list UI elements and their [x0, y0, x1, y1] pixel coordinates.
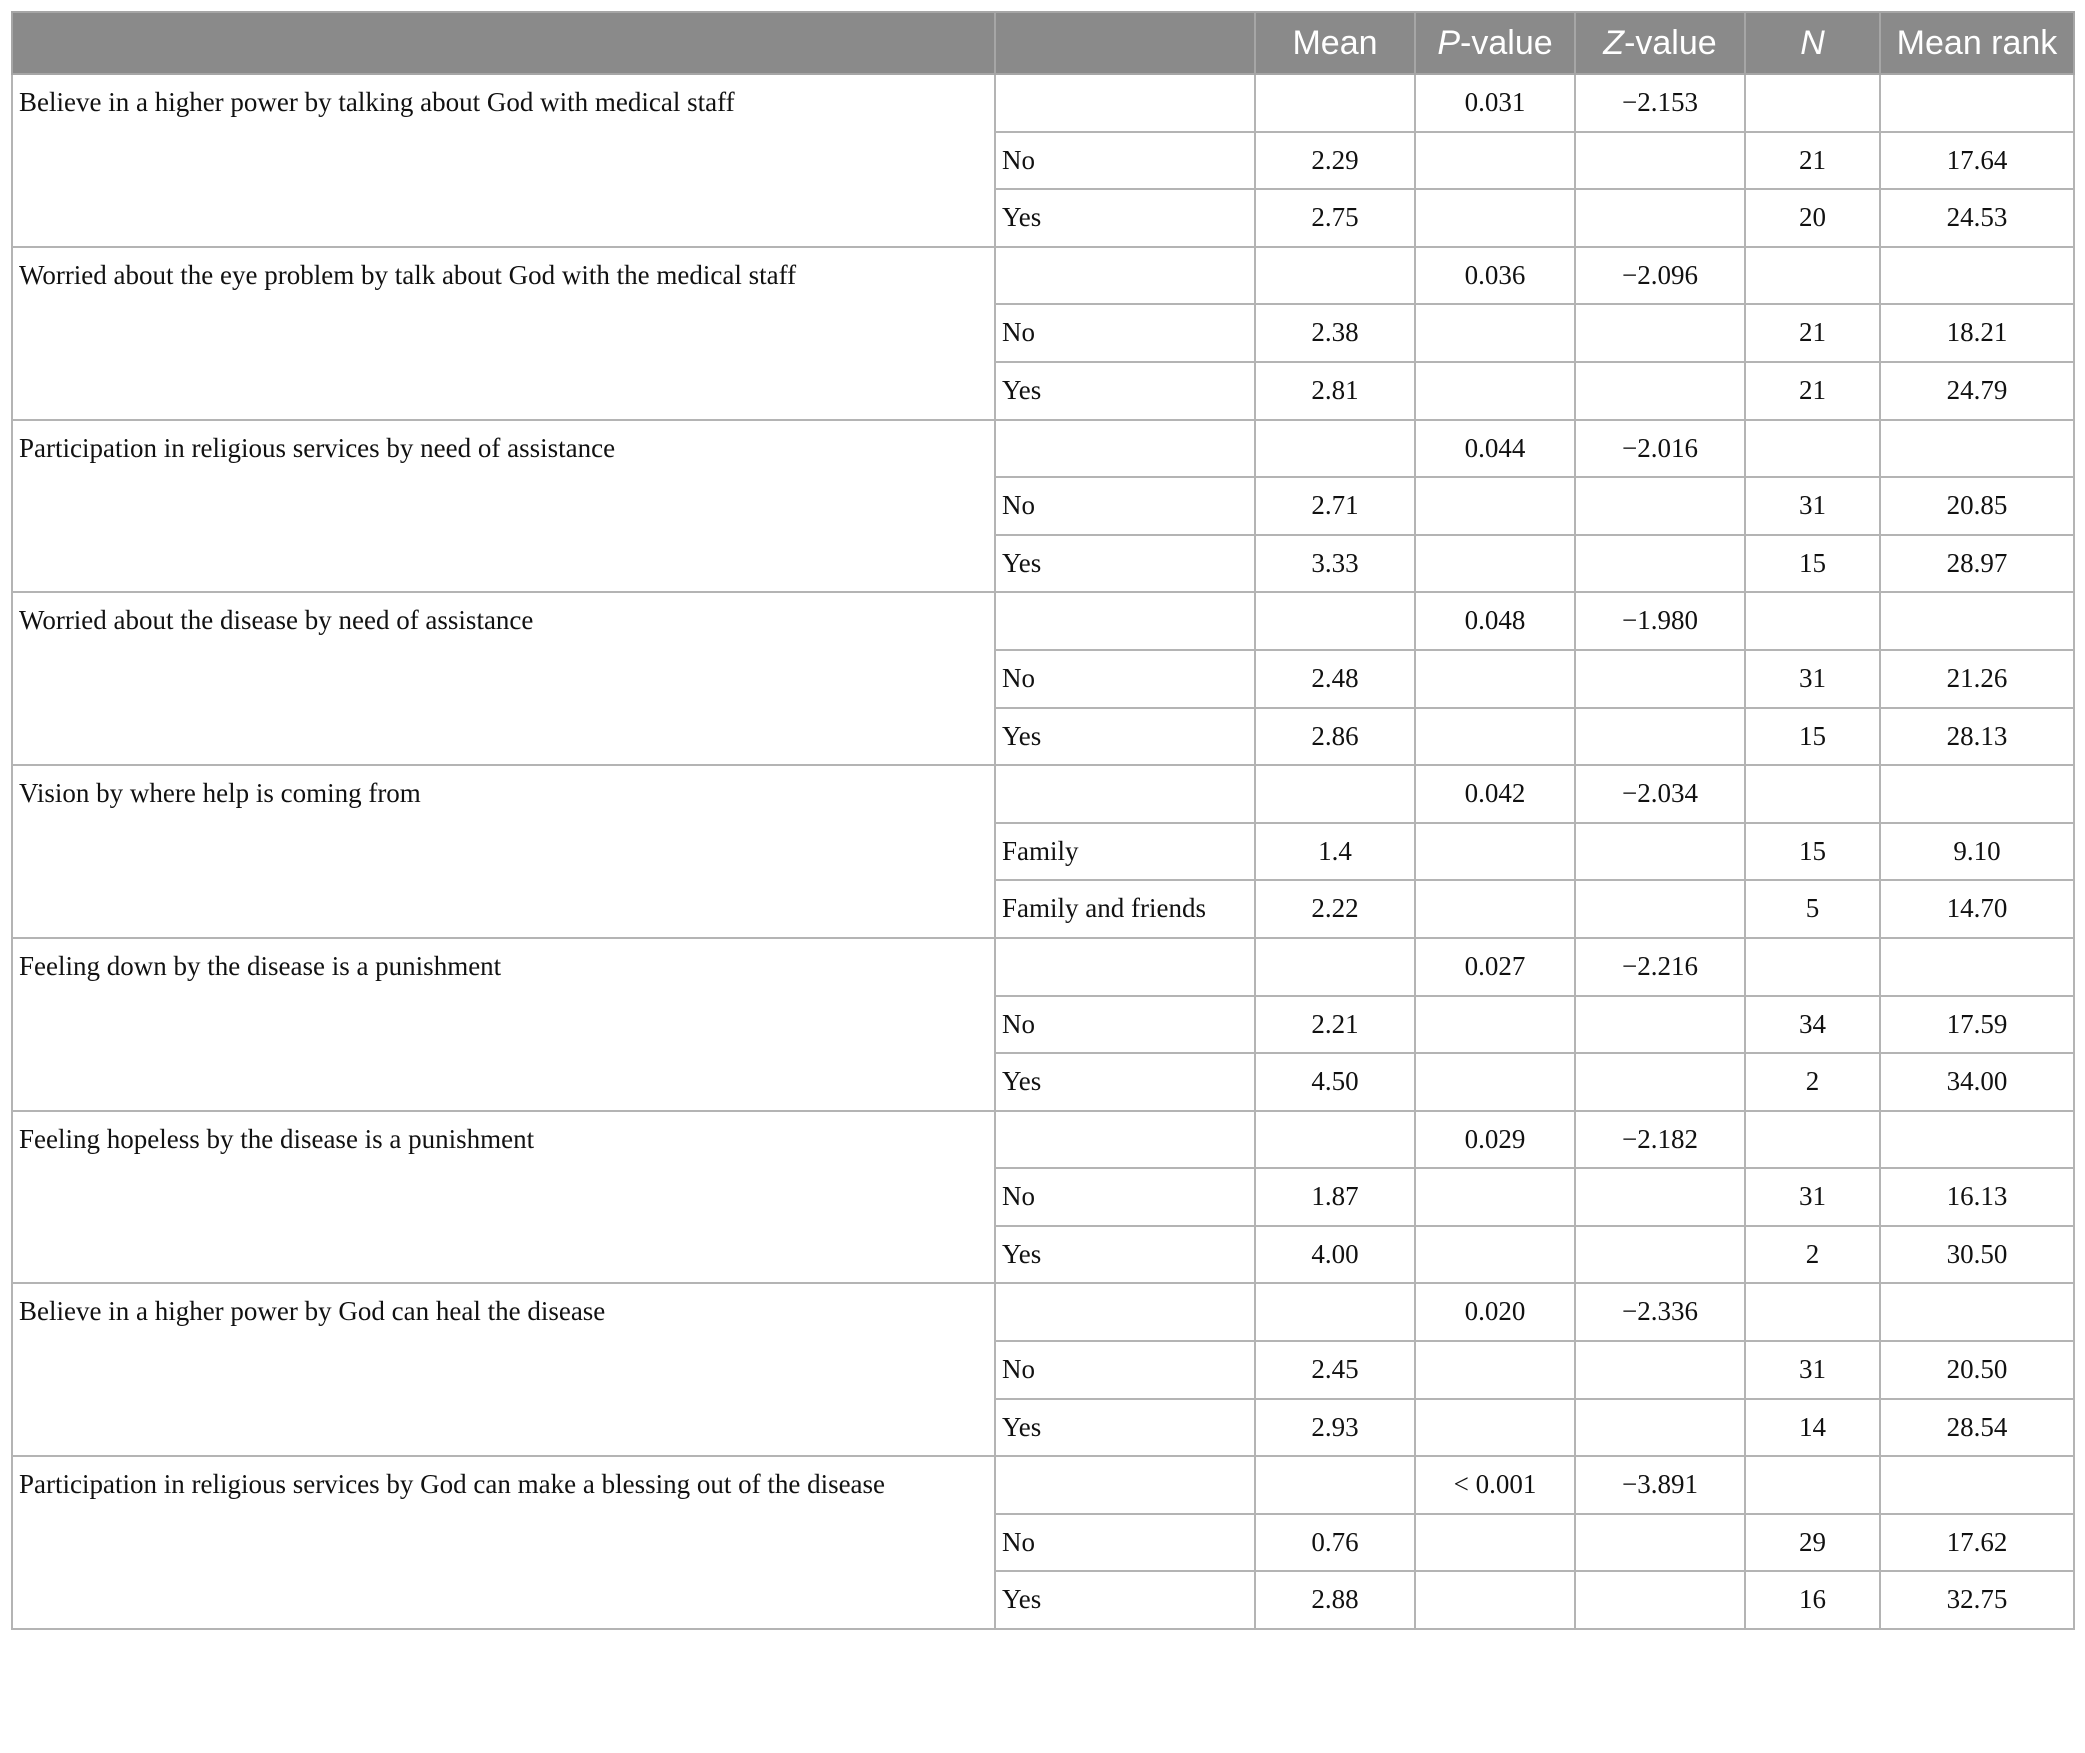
group-label: Yes	[995, 1399, 1255, 1457]
table-row	[12, 1341, 2074, 1399]
z-value-cell-empty	[1575, 132, 1745, 190]
z-value-cell-empty	[1575, 362, 1745, 420]
n-value: 29	[1745, 1514, 1880, 1572]
section-title: Participation in religious services by God can make a blessing out of the disease	[12, 1456, 995, 1514]
group-cell-empty	[995, 765, 1255, 823]
z-value-cell: −3.891	[1575, 1456, 1745, 1514]
group-cell-empty	[995, 938, 1255, 996]
table-row	[12, 132, 2074, 190]
group-label: Yes	[995, 189, 1255, 247]
header-row	[12, 12, 2074, 74]
p-value-cell-empty	[1415, 1341, 1575, 1399]
section-title: Participation in religious services by need of assistance	[12, 420, 995, 478]
mean-value: 2.21	[1255, 996, 1415, 1054]
p-value-cell-empty	[1415, 535, 1575, 593]
variable-cell-empty	[12, 535, 995, 593]
n-value: 5	[1745, 880, 1880, 938]
group-label: No	[995, 1514, 1255, 1572]
mean-rank-cell-empty	[1880, 938, 2074, 996]
table-row	[12, 823, 2074, 881]
mean-rank-value: 20.50	[1880, 1341, 2074, 1399]
mean-value: 2.86	[1255, 708, 1415, 766]
p-value-cell-empty	[1415, 1226, 1575, 1284]
table-row	[12, 650, 2074, 708]
header-n-label: N	[1800, 23, 1825, 62]
p-value-cell-empty	[1415, 477, 1575, 535]
n-value: 15	[1745, 535, 1880, 593]
z-value-cell-empty	[1575, 1226, 1745, 1284]
n-value: 31	[1745, 1341, 1880, 1399]
z-value-cell: −2.216	[1575, 938, 1745, 996]
mean-value: 2.75	[1255, 189, 1415, 247]
mean-rank-cell-empty	[1880, 592, 2074, 650]
z-value-cell-empty	[1575, 650, 1745, 708]
n-cell-empty	[1745, 420, 1880, 478]
n-cell-empty	[1745, 1456, 1880, 1514]
n-value: 34	[1745, 996, 1880, 1054]
variable-cell-empty	[12, 477, 995, 535]
variable-cell-empty	[12, 996, 995, 1054]
mean-cell-empty	[1255, 247, 1415, 305]
n-value: 14	[1745, 1399, 1880, 1457]
variable-cell-empty	[12, 823, 995, 881]
p-value-cell-empty	[1415, 823, 1575, 881]
group-cell-empty	[995, 74, 1255, 132]
n-value: 31	[1745, 650, 1880, 708]
header-mean: Mean	[1255, 12, 1415, 74]
z-value-cell-empty	[1575, 823, 1745, 881]
z-value-cell: −1.980	[1575, 592, 1745, 650]
section-title: Vision by where help is coming from	[12, 765, 995, 823]
mean-rank-value: 16.13	[1880, 1168, 2074, 1226]
z-value-cell-empty	[1575, 189, 1745, 247]
header-z-italic: Z	[1603, 23, 1625, 62]
variable-cell-empty	[12, 1341, 995, 1399]
p-value-cell-empty	[1415, 1399, 1575, 1457]
variable-cell-empty	[12, 189, 995, 247]
mean-cell-empty	[1255, 765, 1415, 823]
z-value-cell-empty	[1575, 477, 1745, 535]
section-title: Believe in a higher power by talking about God with medical staff	[12, 74, 995, 132]
group-label: No	[995, 132, 1255, 190]
mean-rank-value: 17.64	[1880, 132, 2074, 190]
p-value-cell-empty	[1415, 304, 1575, 362]
p-value-cell: 0.029	[1415, 1111, 1575, 1169]
table-row	[12, 189, 2074, 247]
n-value: 2	[1745, 1226, 1880, 1284]
mean-value: 0.76	[1255, 1514, 1415, 1572]
mean-rank-value: 17.62	[1880, 1514, 2074, 1572]
p-value-cell-empty	[1415, 1168, 1575, 1226]
n-value: 21	[1745, 304, 1880, 362]
table-row	[12, 996, 2074, 1054]
n-cell-empty	[1745, 74, 1880, 132]
mean-cell-empty	[1255, 1456, 1415, 1514]
mean-rank-value: 9.10	[1880, 823, 2074, 881]
mean-rank-value: 21.26	[1880, 650, 2074, 708]
z-value-cell-empty	[1575, 1514, 1745, 1572]
group-label: No	[995, 1168, 1255, 1226]
mean-rank-cell-empty	[1880, 420, 2074, 478]
results-table	[11, 11, 2075, 1630]
p-value-cell: 0.027	[1415, 938, 1575, 996]
mean-cell-empty	[1255, 74, 1415, 132]
header-mean-rank: Mean rank	[1880, 12, 2074, 74]
variable-cell-empty	[12, 1226, 995, 1284]
z-value-cell: −2.096	[1575, 247, 1745, 305]
n-value: 21	[1745, 132, 1880, 190]
variable-cell-empty	[12, 1053, 995, 1111]
section-header-row	[12, 420, 2074, 478]
mean-rank-value: 28.13	[1880, 708, 2074, 766]
variable-cell-empty	[12, 708, 995, 766]
mean-value: 2.88	[1255, 1571, 1415, 1629]
header-z-rest: -value	[1624, 23, 1717, 62]
z-value-cell-empty	[1575, 1571, 1745, 1629]
mean-rank-value: 34.00	[1880, 1053, 2074, 1111]
p-value-cell: 0.048	[1415, 592, 1575, 650]
mean-rank-cell-empty	[1880, 1283, 2074, 1341]
p-value-cell: 0.020	[1415, 1283, 1575, 1341]
mean-value: 2.71	[1255, 477, 1415, 535]
mean-value: 2.38	[1255, 304, 1415, 362]
n-cell-empty	[1745, 938, 1880, 996]
mean-rank-cell-empty	[1880, 247, 2074, 305]
variable-cell-empty	[12, 1168, 995, 1226]
p-value-cell-empty	[1415, 189, 1575, 247]
table-row	[12, 708, 2074, 766]
variable-cell-empty	[12, 1399, 995, 1457]
mean-value: 2.48	[1255, 650, 1415, 708]
group-label: No	[995, 477, 1255, 535]
mean-value: 2.45	[1255, 1341, 1415, 1399]
variable-cell-empty	[12, 132, 995, 190]
group-cell-empty	[995, 1456, 1255, 1514]
n-cell-empty	[1745, 765, 1880, 823]
mean-value: 2.22	[1255, 880, 1415, 938]
mean-value: 2.29	[1255, 132, 1415, 190]
mean-cell-empty	[1255, 1283, 1415, 1341]
variable-cell-empty	[12, 650, 995, 708]
mean-rank-value: 28.97	[1880, 535, 2074, 593]
group-label: Family and friends	[995, 880, 1255, 938]
section-title: Believe in a higher power by God can heal the disease	[12, 1283, 995, 1341]
n-value: 2	[1745, 1053, 1880, 1111]
variable-cell-empty	[12, 304, 995, 362]
mean-value: 1.4	[1255, 823, 1415, 881]
table-row	[12, 362, 2074, 420]
z-value-cell: −2.336	[1575, 1283, 1745, 1341]
group-label: Yes	[995, 708, 1255, 766]
header-p-rest: -value	[1460, 23, 1553, 62]
z-value-cell-empty	[1575, 1168, 1745, 1226]
group-label: No	[995, 650, 1255, 708]
p-value-cell: 0.031	[1415, 74, 1575, 132]
p-value-cell-empty	[1415, 996, 1575, 1054]
p-value-cell-empty	[1415, 650, 1575, 708]
table-row	[12, 477, 2074, 535]
p-value-cell-empty	[1415, 1571, 1575, 1629]
group-cell-empty	[995, 420, 1255, 478]
section-header-row	[12, 765, 2074, 823]
mean-rank-cell-empty	[1880, 74, 2074, 132]
z-value-cell-empty	[1575, 304, 1745, 362]
mean-value: 3.33	[1255, 535, 1415, 593]
section-header-row	[12, 592, 2074, 650]
z-value-cell: −2.016	[1575, 420, 1745, 478]
mean-rank-value: 30.50	[1880, 1226, 2074, 1284]
variable-cell-empty	[12, 880, 995, 938]
n-value: 16	[1745, 1571, 1880, 1629]
table-body	[12, 74, 2074, 1629]
group-label: No	[995, 304, 1255, 362]
section-header-row	[12, 1456, 2074, 1514]
z-value-cell-empty	[1575, 1053, 1745, 1111]
table-row	[12, 304, 2074, 362]
mean-value: 2.81	[1255, 362, 1415, 420]
header-p-value	[1415, 12, 1575, 74]
mean-cell-empty	[1255, 592, 1415, 650]
section-title: Worried about the disease by need of assistance	[12, 592, 995, 650]
table-row	[12, 1571, 2074, 1629]
mean-cell-empty	[1255, 938, 1415, 996]
group-label: No	[995, 996, 1255, 1054]
table-row	[12, 880, 2074, 938]
p-value-cell: 0.044	[1415, 420, 1575, 478]
header-p-italic: P	[1437, 23, 1461, 62]
variable-cell-empty	[12, 1571, 995, 1629]
table-row	[12, 1168, 2074, 1226]
table-row	[12, 1053, 2074, 1111]
mean-value: 1.87	[1255, 1168, 1415, 1226]
p-value-cell: 0.036	[1415, 247, 1575, 305]
n-cell-empty	[1745, 592, 1880, 650]
n-cell-empty	[1745, 1111, 1880, 1169]
p-value-cell: 0.042	[1415, 765, 1575, 823]
header-z-value	[1575, 12, 1745, 74]
section-header-row	[12, 1283, 2074, 1341]
header-n	[1745, 12, 1880, 74]
variable-cell-empty	[12, 1514, 995, 1572]
group-cell-empty	[995, 592, 1255, 650]
group-cell-empty	[995, 1283, 1255, 1341]
p-value-cell-empty	[1415, 880, 1575, 938]
mean-value: 4.50	[1255, 1053, 1415, 1111]
mean-rank-value: 20.85	[1880, 477, 2074, 535]
table-header	[12, 12, 2074, 74]
group-label: Yes	[995, 1571, 1255, 1629]
mean-value: 4.00	[1255, 1226, 1415, 1284]
n-cell-empty	[1745, 1283, 1880, 1341]
z-value-cell-empty	[1575, 1399, 1745, 1457]
mean-rank-value: 14.70	[1880, 880, 2074, 938]
section-title: Worried about the eye problem by talk about God with the medical staff	[12, 247, 995, 305]
mean-rank-value: 24.79	[1880, 362, 2074, 420]
z-value-cell-empty	[1575, 535, 1745, 593]
n-value: 15	[1745, 823, 1880, 881]
group-label: No	[995, 1341, 1255, 1399]
table-row	[12, 1399, 2074, 1457]
z-value-cell: −2.034	[1575, 765, 1745, 823]
group-label: Yes	[995, 535, 1255, 593]
mean-rank-value: 18.21	[1880, 304, 2074, 362]
variable-cell-empty	[12, 362, 995, 420]
n-value: 31	[1745, 477, 1880, 535]
z-value-cell-empty	[1575, 996, 1745, 1054]
mean-rank-value: 17.59	[1880, 996, 2074, 1054]
group-label: Yes	[995, 1053, 1255, 1111]
group-label: Yes	[995, 362, 1255, 420]
section-header-row	[12, 247, 2074, 305]
p-value-cell-empty	[1415, 1514, 1575, 1572]
n-value: 15	[1745, 708, 1880, 766]
mean-rank-cell-empty	[1880, 765, 2074, 823]
mean-rank-value: 28.54	[1880, 1399, 2074, 1457]
mean-cell-empty	[1255, 420, 1415, 478]
p-value-cell-empty	[1415, 1053, 1575, 1111]
p-value-cell-empty	[1415, 362, 1575, 420]
z-value-cell: −2.153	[1575, 74, 1745, 132]
section-title: Feeling down by the disease is a punishment	[12, 938, 995, 996]
mean-cell-empty	[1255, 1111, 1415, 1169]
table-row	[12, 535, 2074, 593]
group-cell-empty	[995, 1111, 1255, 1169]
z-value-cell-empty	[1575, 708, 1745, 766]
mean-rank-value: 32.75	[1880, 1571, 2074, 1629]
z-value-cell-empty	[1575, 1341, 1745, 1399]
section-header-row	[12, 938, 2074, 996]
p-value-cell: < 0.001	[1415, 1456, 1575, 1514]
mean-value: 2.93	[1255, 1399, 1415, 1457]
z-value-cell-empty	[1575, 880, 1745, 938]
p-value-cell-empty	[1415, 132, 1575, 190]
group-cell-empty	[995, 247, 1255, 305]
header-variable	[12, 12, 995, 74]
p-value-cell-empty	[1415, 708, 1575, 766]
group-label: Yes	[995, 1226, 1255, 1284]
table-row	[12, 1226, 2074, 1284]
group-label: Family	[995, 823, 1255, 881]
n-value: 21	[1745, 362, 1880, 420]
section-header-row	[12, 74, 2074, 132]
section-header-row	[12, 1111, 2074, 1169]
mean-rank-value: 24.53	[1880, 189, 2074, 247]
section-title: Feeling hopeless by the disease is a punishment	[12, 1111, 995, 1169]
mean-rank-cell-empty	[1880, 1111, 2074, 1169]
mean-rank-cell-empty	[1880, 1456, 2074, 1514]
z-value-cell: −2.182	[1575, 1111, 1745, 1169]
header-group	[995, 12, 1255, 74]
n-value: 31	[1745, 1168, 1880, 1226]
table-row	[12, 1514, 2074, 1572]
n-cell-empty	[1745, 247, 1880, 305]
n-value: 20	[1745, 189, 1880, 247]
